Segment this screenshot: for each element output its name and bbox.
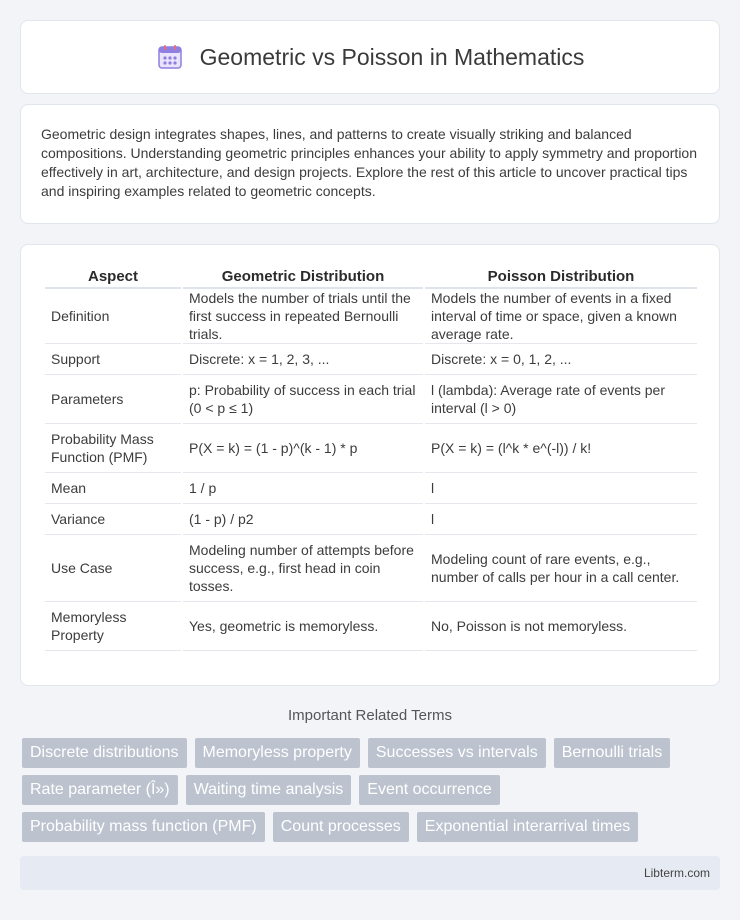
table-row [45,602,697,651]
header [156,43,585,71]
table-cell: l [425,473,697,504]
related-terms-list [22,738,722,842]
table-row [45,473,697,504]
tag-exponential-interarrival-times[interactable]: Exponential interarrival times [417,812,638,842]
table-cell: Yes, geometric is memoryless. [183,602,423,651]
related-terms-title: Important Related Terms [288,707,452,724]
table-cell: Modeling count of rare events, e.g., number of calls per hour in a call center. [425,535,697,602]
tag-probability-mass-function[interactable]: Probability mass function (PMF) [22,812,265,842]
column-header-poisson: Poisson Distribution [425,265,697,289]
table-cell: Support [45,344,181,375]
table-cell: Discrete: x = 1, 2, 3, ... [183,344,423,375]
tag-event-occurrence[interactable]: Event occurrence [359,775,500,805]
comparison-table [43,265,699,651]
table-row [45,424,697,473]
intro-card [20,104,720,224]
table-cell: Variance [45,504,181,535]
tag-memoryless-property[interactable]: Memoryless property [195,738,360,768]
column-header-aspect: Aspect [45,265,181,289]
intro-paragraph: Geometric design integrates shapes, lines, and patterns to create visually striking and balanced compositions. Understanding geometric principles enhances your ability to apply symmetry and proportion effectively in art, architecture, and design projects. Explore the rest of this article to uncover practical tips and inspiring examples related to geometric concepts. [41,126,697,199]
table-cell: Models the number of events in a fixed interval of time or space, given a known average rate. [425,289,697,344]
footer [20,856,720,890]
table-row [45,344,697,375]
table-cell: Mean [45,473,181,504]
table-cell: l (lambda): Average rate of events per interval (l > 0) [425,375,697,424]
table-cell: No, Poisson is not memoryless. [425,602,697,651]
table-row [45,375,697,424]
table-row [45,289,697,344]
table-cell: Modeling number of attempts before success, e.g., first head in coin tosses. [183,535,423,602]
table-cell: Discrete: x = 0, 1, 2, ... [425,344,697,375]
table-cell: Parameters [45,375,181,424]
tag-discrete-distributions[interactable]: Discrete distributions [22,738,187,768]
tag-successes-vs-intervals[interactable]: Successes vs intervals [368,738,546,768]
table-row [45,535,697,602]
table-cell: P(X = k) = (1 - p)^(k - 1) * p [183,424,423,473]
table-cell: Use Case [45,535,181,602]
table-cell: (1 - p) / p2 [183,504,423,535]
table-header-row [45,265,697,289]
tag-bernoulli-trials[interactable]: Bernoulli trials [554,738,670,768]
page-title: Geometric vs Poisson in Mathematics [199,43,585,70]
table-cell: P(X = k) = (l^k * e^(-l)) / k! [425,424,697,473]
comparison-card [20,244,720,686]
table-cell: Definition [45,289,181,344]
table-cell: l [425,504,697,535]
table-cell: p: Probability of success in each trial (0 < p ≤ 1) [183,375,423,424]
calendar-icon [156,43,184,71]
tag-rate-parameter[interactable]: Rate parameter (Î») [22,775,178,805]
tag-waiting-time-analysis[interactable]: Waiting time analysis [186,775,352,805]
table-cell: Probability Mass Function (PMF) [45,424,181,473]
table-cell: Models the number of trials until the first success in repeated Bernoulli trials. [183,289,423,344]
footer-site-link[interactable]: Libterm.com [643,866,710,880]
table-cell: 1 / p [183,473,423,504]
header-card [20,20,720,94]
table-cell: Memoryless Property [45,602,181,651]
tag-count-processes[interactable]: Count processes [273,812,409,842]
table-row [45,504,697,535]
column-header-geometric: Geometric Distribution [183,265,423,289]
